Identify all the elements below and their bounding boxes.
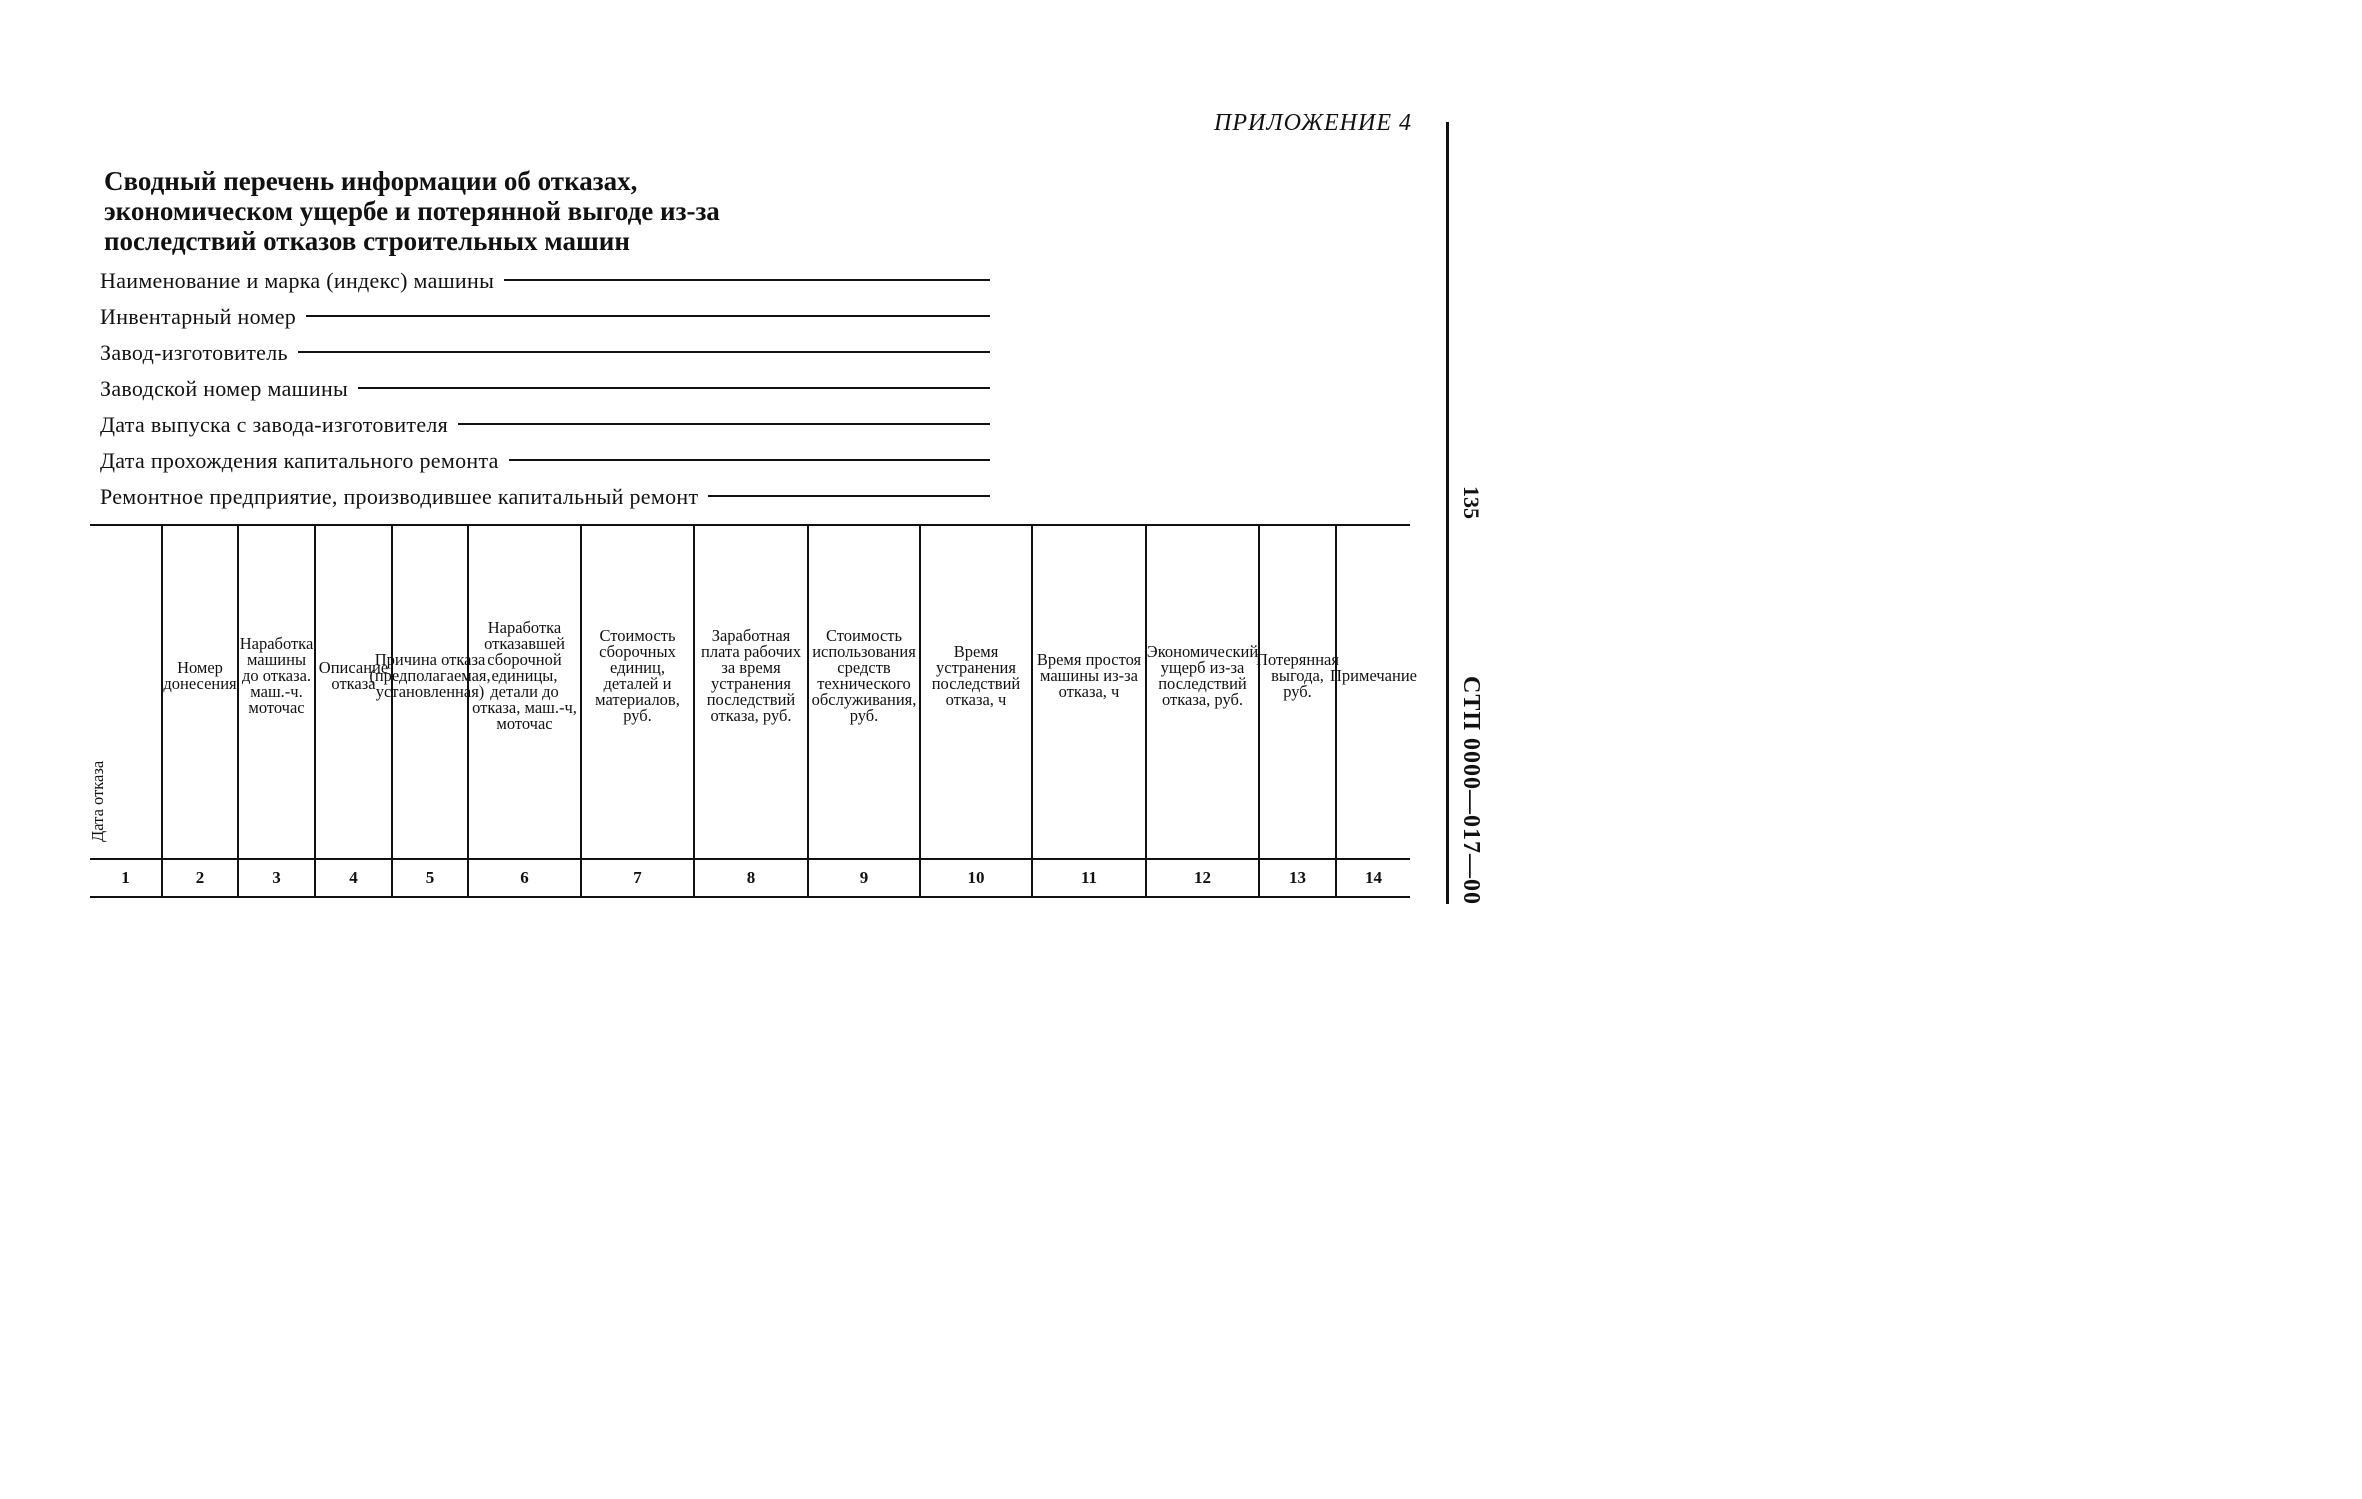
column-header-text: Стоимость использования средств технического обслуживания, руб. <box>811 626 917 725</box>
release-date-field <box>100 412 990 448</box>
overhaul-date-field <box>100 448 990 484</box>
column-number: 11 <box>1032 859 1146 897</box>
column-header-text: Наработка отказавшей сборочной единицы, детали до отказа, маш.-ч, моточас <box>472 618 577 733</box>
inventory-number-field <box>100 304 990 340</box>
appendix-label: ПРИЛОЖЕНИЕ 4 <box>1214 110 1412 136</box>
column-header-text: Время устранения последствий отказа, ч <box>931 642 1021 709</box>
fill-in-line[interactable] <box>458 423 990 425</box>
column-number: 13 <box>1259 859 1336 897</box>
column-number: 1 <box>90 859 162 897</box>
column-header-text: Время простоя машины из-за отказа, ч <box>1036 650 1142 701</box>
column-number: 10 <box>920 859 1032 897</box>
failure-summary-table <box>88 524 1417 898</box>
document-code: СТП 0000—017—00 <box>1458 676 1484 906</box>
column-number: 9 <box>808 859 920 897</box>
column-header-text: Стоимость сборочных единиц, деталей и материалов, руб. <box>595 626 680 725</box>
title-line: Сводный перечень информации об отказах, <box>104 166 638 196</box>
form-fields <box>100 268 990 520</box>
column-header-text: Заработная плата рабочих за время устранения последствий отказа, руб. <box>701 626 801 725</box>
field-label: Инвентарный номер <box>100 304 297 329</box>
column-number: 8 <box>694 859 808 897</box>
column-header-lost-profit <box>1256 525 1339 859</box>
table-header-row <box>90 525 1410 859</box>
column-number: 6 <box>468 859 581 897</box>
column-header-text: Потерянная выгода, руб. <box>1256 650 1339 701</box>
fill-in-line[interactable] <box>358 387 990 389</box>
column-number: 3 <box>238 859 315 897</box>
fill-in-line[interactable] <box>504 279 990 281</box>
document-title <box>104 166 1004 256</box>
column-header-maintenance-cost <box>808 525 920 859</box>
serial-number-field <box>100 376 990 412</box>
field-label: Заводской номер машины <box>100 376 349 401</box>
machine-name-field <box>100 268 990 304</box>
column-number: 4 <box>315 859 392 897</box>
field-label: Дата выпуска с завода-изготовителя <box>100 412 449 437</box>
column-header-unit-hours <box>468 525 581 859</box>
column-number: 7 <box>581 859 694 897</box>
column-header-text: Описание отказа <box>318 658 389 693</box>
column-header-downtime <box>1032 525 1146 859</box>
column-header-text: Дата отказа <box>88 760 107 842</box>
column-header-text: Экономический ущерб из-за последствий отказа, руб. <box>1146 642 1259 709</box>
fill-in-line[interactable] <box>708 495 990 497</box>
manufacturer-field <box>100 340 990 376</box>
page-number: 135 <box>1459 486 1484 519</box>
fill-in-line[interactable] <box>298 351 990 353</box>
column-header-note <box>1330 525 1417 859</box>
column-number: 5 <box>392 859 468 897</box>
field-label: Завод-изготовитель <box>100 340 288 365</box>
column-header-parts-cost <box>581 525 694 859</box>
column-header-text: Причина отказа (предполагаемая, установленная) <box>369 650 491 701</box>
column-header-failure-date <box>90 525 162 859</box>
column-header-text: Наработка машины до отказа. маш.-ч. моточас <box>239 634 314 717</box>
column-header-economic-damage <box>1146 525 1259 859</box>
column-header-failure-cause <box>369 525 491 859</box>
fill-in-line[interactable] <box>306 315 990 317</box>
column-number: 14 <box>1365 868 1382 887</box>
column-header-report-number <box>162 525 238 859</box>
column-number: 2 <box>162 859 238 897</box>
margin-rule <box>1446 122 1449 904</box>
column-header-text: Номер донесения <box>163 658 237 693</box>
column-header-labor-wages <box>694 525 808 859</box>
repair-enterprise-field <box>100 484 990 520</box>
field-label: Наименование и марка (индекс) машины <box>100 268 495 293</box>
column-number: 12 <box>1146 859 1259 897</box>
column-header-repair-time <box>920 525 1032 859</box>
field-label: Дата прохождения капитального ремонта <box>100 448 499 473</box>
title-line: экономическом ущербе и потерянной выгоде из-за <box>104 196 720 226</box>
fill-in-line[interactable] <box>509 459 990 461</box>
field-label: Ремонтное предприятие, производившее капитальный ремонт <box>100 484 699 509</box>
column-number-row <box>90 859 1410 897</box>
column-header-machine-hours <box>238 525 315 859</box>
column-header-text: Примечание <box>1330 666 1417 685</box>
title-line: последствий отказов строительных машин <box>104 226 630 256</box>
